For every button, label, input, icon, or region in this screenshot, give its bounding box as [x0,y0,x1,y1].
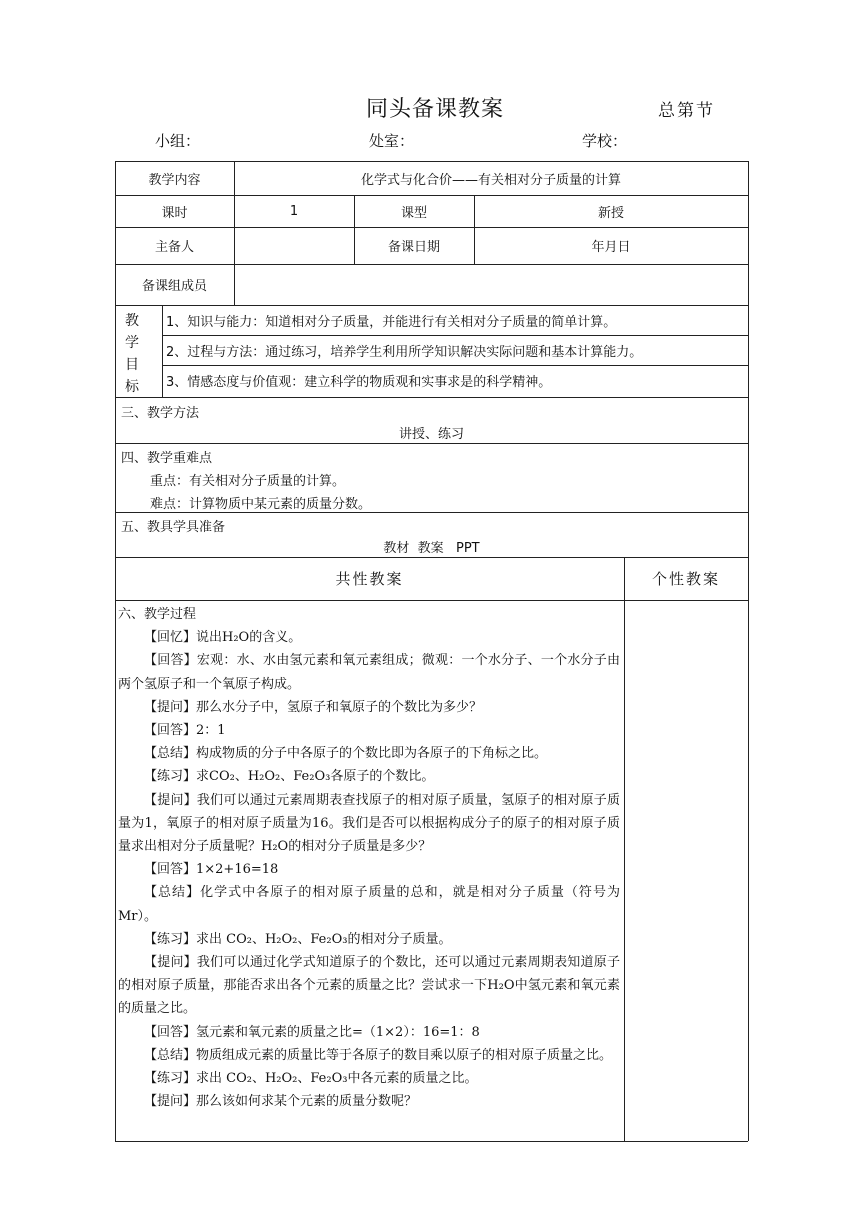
preparer-label: 主备人 [154,240,194,255]
process-paragraph: 【总结】物质组成元素的质量比等于各原子的数目乘以原子的相对原子质量之比。 [144,1047,613,1063]
school-label: 学校： [582,132,628,150]
content-label: 教学内容 [148,172,201,188]
content-value: 化学式与化合价——有关相对分子质量的计算 [360,172,621,188]
personal-plan-header: 个性教案 [651,570,720,588]
table-border-bottom [115,1141,748,1142]
hard-point: 难点：计算物质中某元素的质量分数。 [150,497,372,512]
common-plan-header: 共性教案 [335,570,404,588]
process-paragraph: 【回答】氢元素和氧元素的质量之比=（1×2）：16=1：8 [144,1024,480,1040]
process-heading: 六、教学过程 [118,607,197,622]
key-point: 重点：有关相对分子质量的计算。 [150,474,346,489]
process-paragraph: 【练习】求出 CO₂、H₂O₂、Fe₂O₃的相对分子质量。 [144,931,452,947]
period-value: 1 [289,203,299,219]
method-value: 讲授、练习 [398,427,464,442]
process-paragraph: 【回忆】说出H₂O的含义。 [144,630,302,646]
section-number: 总第节 [658,101,715,121]
table-border-right [748,161,749,1141]
goals-label-char: 学 [125,335,139,351]
table-row-line [115,600,748,601]
teaching-process [118,603,620,1113]
period-label: 课时 [161,205,188,221]
process-paragraph: 【总结】化学式中各原子的相对原子质量的总和，就是相对分子质量（符号为Mr）。 [118,885,620,924]
difficulty-heading: 四、教学重难点 [121,451,213,466]
document-title: 同头备课教案 [366,97,505,122]
office-label: 处室： [369,132,415,150]
type-label: 课型 [400,205,427,221]
table-col-line [162,305,163,397]
date-label: 备课日期 [387,240,440,255]
goals-label-char: 标 [125,379,139,395]
table-col-line [624,557,625,1141]
process-paragraph: 【回答】宏观：水、水由氢元素和氧元素组成；微观：一个水分子、一个水分子由两个氢原子和一个氧原子构成。 [118,653,620,692]
process-paragraph: 【练习】求出 CO₂、H₂O₂、Fe₂O₃中各元素的质量之比。 [144,1071,478,1087]
goal-process: 2、过程与方法：通过练习，培养学生利用所学知识解决实际问题和基本计算能力。 [166,345,643,360]
tools-heading: 五、教具学具准备 [121,520,226,535]
goals-label-char: 教 [125,313,139,329]
table-row-line [115,512,748,513]
process-paragraph: 【回答】1×2+16=18 [144,862,279,878]
goal-knowledge: 1、知识与能力：知道相对分子质量，并能进行有关相对分子质量的简单计算。 [166,315,617,330]
table-border-left [115,161,116,1141]
method-heading: 三、教学方法 [121,406,200,421]
table-row-line [162,335,748,336]
members-label: 备课组成员 [141,279,207,294]
process-paragraph: 【回答】2：1 [144,723,226,739]
type-value: 新授 [597,205,624,221]
process-paragraph: 【练习】求CO₂、H₂O₂、Fe₂O₃各原子的个数比。 [144,769,435,785]
process-paragraph: 【总结】构成物质的分子中各原子的个数比即为各原子的下角标之比。 [144,746,548,762]
table-row-line [115,305,748,306]
table-row-line [162,365,748,366]
tools-value: 教材 教案 PPT [383,540,480,556]
table-row-line [115,397,748,398]
group-label: 小组： [155,132,201,150]
goal-attitude: 3、情感态度与价值观：建立科学的物质观和实事求是的科学精神。 [166,375,552,390]
date-value: 年月日 [591,240,631,255]
process-paragraph: 【提问】我们可以通过化学式知道原子的个数比，还可以通过元素周期表知道原子的相对原子质量，那能否求出各个元素的质量之比？尝试求一下H₂O中氢元素和氧元素的质量之比。 [118,955,620,1017]
table-row-line [115,443,748,444]
process-paragraph: 【提问】我们可以通过元素周期表查找原子的相对原子质量，氢原子的相对原子质量为1，氧原子的相对原子质量为16。我们是否可以根据构成分子的原子的相对原子质量求出相对分子质量呢？H₂O的相对分子质量是多少？ [118,792,620,855]
process-paragraph: 【提问】那么该如何求某个元素的质量分数呢？ [144,1094,418,1110]
process-paragraph: 【提问】那么水分子中，氢原子和氧原子的个数比为多少？ [144,699,483,715]
goals-label-char: 目 [125,357,139,373]
